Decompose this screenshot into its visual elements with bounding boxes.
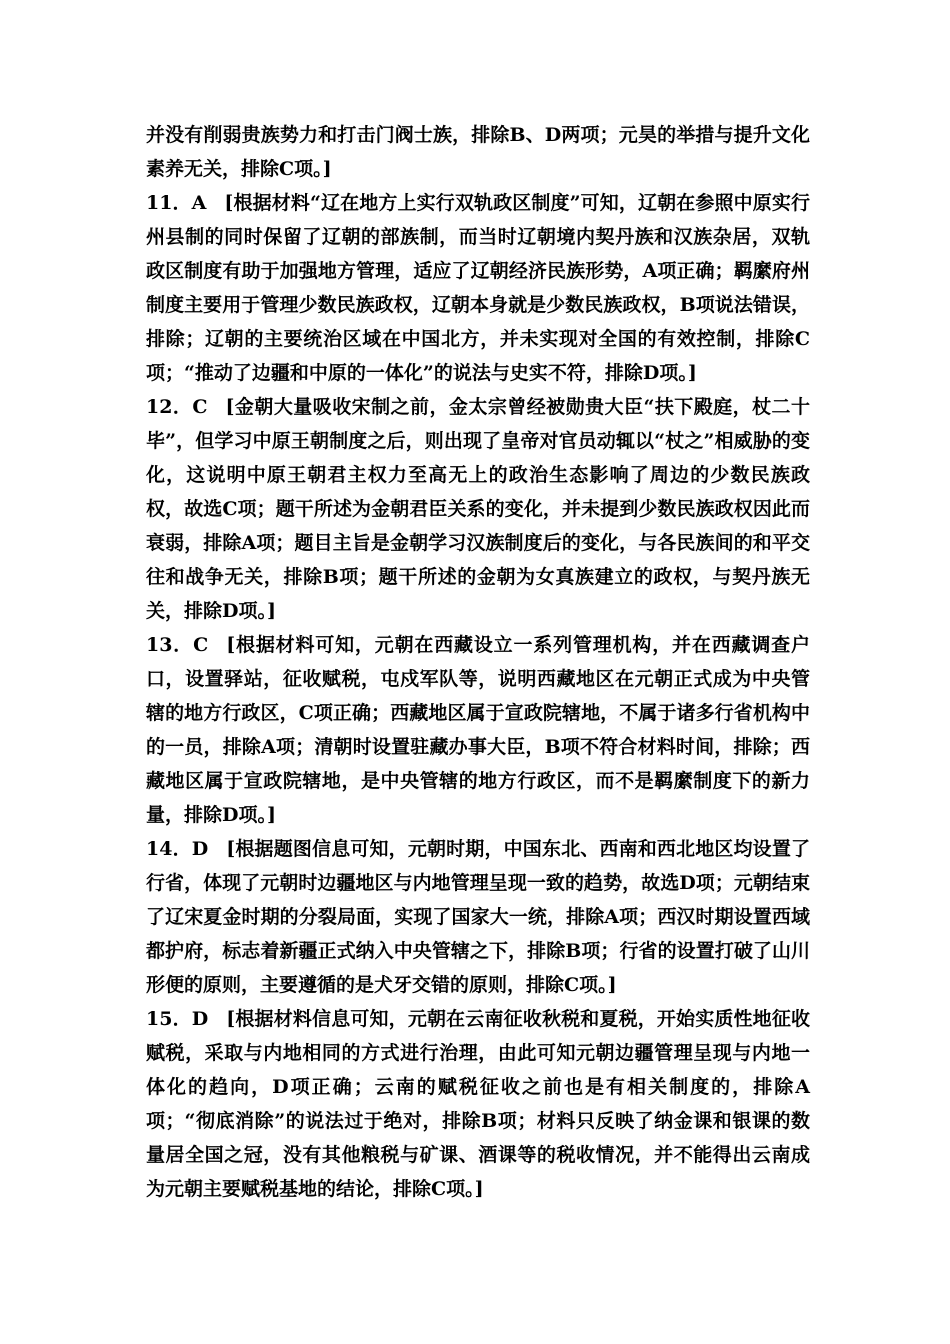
answer-explanation: [根据材料“辽在地方上实行双轨政区制度”可知，辽朝在参照中原实行州县制的同时保留了辽朝的部族制，而当时辽朝境内契丹族和汉族杂居，双轨政区制度有助于加强地方管理，适应了辽朝经济民族形势，A项正确；羁縻府州制度主要用于管理少数民族政权，辽朝本身就是少数民族政权，B项说法错误，排除；辽朝的主要统治区域在中国北方，并未实现对全国的有效控制，排除C项；“推动了边疆和中原的一体化”的说法与史实不符，排除D项。] [146, 192, 810, 384]
answer-13 [146, 628, 810, 832]
answer-explanation: [金朝大量吸收宋制之前，金太宗曾经被勋贵大臣“扶下殿庭，杖二十毕”，但学习中原王朝制度之后，则出现了皇帝对官员动辄以“杖之”相威胁的变化，这说明中原王朝君主权力至高无上的政治生态影响了周边的少数民族政权，故选C项；题干所述为金朝君臣关系的变化，并未提到少数民族政权因此而衰弱，排除A项；题目主旨是金朝学习汉族制度后的变化，与各民族间的和平交往和战争无关，排除B项；题干所述的金朝为女真族建立的政权，与契丹族无关，排除D项。] [146, 396, 810, 622]
answer-label: 12．C [146, 396, 208, 418]
answer-explanation: [根据题图信息可知，元朝时期，中国东北、西南和西北地区均设置了行省，体现了元朝时边疆地区与内地管理呈现一致的趋势，故选D项；元朝结束了辽宋夏金时期的分裂局面，实现了国家大一统，排除A项；西汉时期设置西域都护府，标志着新疆正式纳入中央管辖之下，排除B项；行省的设置打破了山川形便的原则，主要遵循的是犬牙交错的原则，排除C项。] [146, 838, 811, 996]
answer-12 [146, 390, 810, 628]
answer-label: 13．C [146, 634, 209, 656]
answer-14 [146, 832, 810, 1002]
answer-label: 11．A [146, 192, 207, 214]
answer-11 [146, 186, 810, 390]
answer-15 [146, 1002, 810, 1206]
answer-explanation: [根据材料可知，元朝在西藏设立一系列管理机构，并在西藏调查户口，设置驿站，征收赋税，屯戍军队等，说明西藏地区在元朝正式成为中央管辖的地方行政区，C项正确；西藏地区属于宣政院辖地，不属于诸多行省机构中的一员，排除A项；清朝时设置驻藏办事大臣，B项不符合材料时间，排除；西藏地区属于宣政院辖地，是中央管辖的地方行政区，而不是羁縻制度下的新力量，排除D项。] [146, 634, 810, 826]
answer-explanation: [根据材料信息可知，元朝在云南征收秋税和夏税，开始实质性地征收赋税，采取与内地相同的方式进行治理，由此可知元朝边疆管理呈现与内地一体化的趋向，D项正确；云南的赋税征收之前也是有相关制度的，排除A项；“彻底消除”的说法过于绝对，排除B项；材料只反映了纳金课和银课的数量居全国之冠，没有其他粮税与矿课、酒课等的税收情况，并不能得出云南成为元朝主要赋税基地的结论，排除C项。] [146, 1008, 811, 1200]
continuation-paragraph: 并没有削弱贵族势力和打击门阀士族，排除B、D两项；元昊的举措与提升文化素养无关，排除C项。] [146, 124, 810, 180]
document-page [146, 118, 810, 1206]
answer-label: 15．D [146, 1008, 209, 1030]
answer-label: 14．D [146, 838, 209, 860]
